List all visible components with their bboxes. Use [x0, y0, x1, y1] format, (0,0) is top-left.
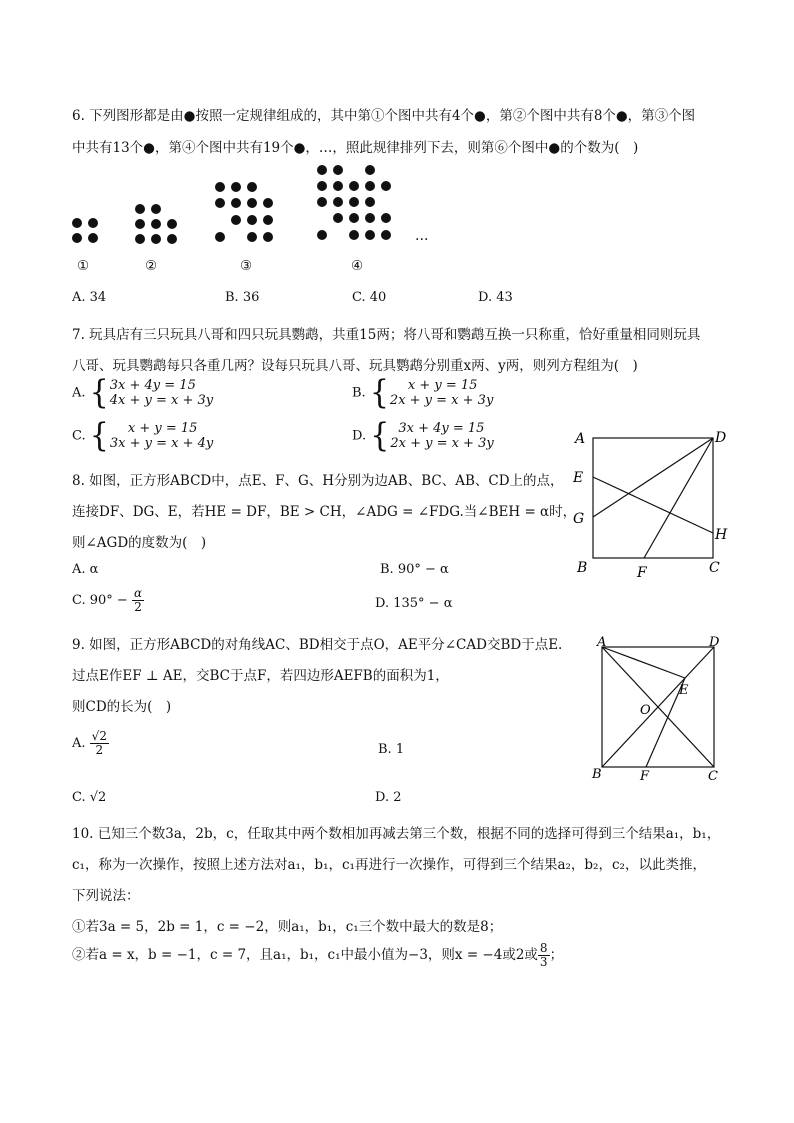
q8-option-d: D. 135° − α — [375, 596, 453, 611]
q6-label-1: ① — [77, 258, 90, 274]
q6-label-2: ② — [145, 258, 158, 274]
q8-label-h: H — [715, 527, 728, 543]
q8-figure — [565, 425, 735, 585]
q10-stem-line3: 下列说法： — [72, 888, 140, 904]
q6-option-b: B. 36 — [225, 290, 260, 305]
q9-label-c: C — [708, 769, 718, 784]
q9-figure — [585, 630, 735, 785]
q8-option-b: B. 90° − α — [380, 562, 449, 577]
q8-stem-line3: 则∠AGD的度数为( ) — [72, 535, 207, 551]
q8-label-d: D — [715, 430, 727, 446]
q9-label-b: B — [592, 767, 602, 782]
q8-stem-line2: 连接DF、DG、E，若HE = DF，BE > CH，∠ADG = ∠FDG.当∠BEH = α时， — [72, 504, 577, 520]
q7-option-a-eq2: 4x + y = x + 3y — [109, 393, 214, 408]
q10-statement-2-den: 3 — [539, 955, 548, 969]
q9-stem-line3: 则CD的长为( ) — [72, 699, 172, 715]
q8-option-c-prefix: C. 90° − — [72, 593, 128, 608]
q6-label-4: ④ — [351, 258, 364, 274]
q7-option-a-eq1: 3x + 4y = 15 — [109, 378, 196, 393]
q9-option-a-num: √2 — [91, 729, 107, 743]
q8-option-c — [72, 587, 144, 614]
q7-option-a-letter: A. — [72, 385, 86, 401]
q7-option-b: B. { x + y = 15 2x + y = x + 3y — [352, 373, 494, 412]
q7-option-d-letter: D. — [352, 428, 367, 444]
q7-option-d: D. { 3x + 4y = 15 2x + y = x + 3y — [352, 416, 494, 455]
q9-label-f: F — [640, 769, 650, 784]
q7-option-d-eq2: 2x + y = x + 3y — [390, 436, 494, 451]
q7-stem-line2: 八哥、玩具鹦鹉每只各重几两？设每只玩具八哥、玩具鹦鹉分别重x两、y两，则列方程组为( ) — [72, 358, 638, 374]
q10-statement-2 — [72, 942, 563, 969]
q7-option-d-eq1: 3x + 4y = 15 — [398, 421, 485, 436]
q8-label-g: G — [573, 511, 585, 527]
q10-statement-2-suffix: ； — [549, 947, 564, 963]
q7-option-b-eq1: x + y = 15 — [407, 378, 478, 393]
q6-ellipsis: … — [415, 228, 429, 244]
q8-stem-line1: 8. 如图，正方形ABCD中，点E、F、G、H分别为边AB、BC、AB、CD上的点， — [72, 473, 564, 489]
q6-figure-3 — [215, 182, 273, 242]
q6-option-c: C. 40 — [352, 290, 387, 305]
q7-stem-line1: 7. 玩具店有三只玩具八哥和四只玩具鹦鹉，共重15两；将八哥和鹦鹉互换一只称重，恰好重量相同则玩具 — [72, 327, 701, 343]
q8-label-b: B — [577, 560, 588, 576]
q9-label-d: D — [709, 635, 720, 650]
q7-option-c-eq1: x + y = 15 — [127, 421, 198, 436]
q8-label-c: C — [709, 560, 720, 576]
q6-stem-line1: 6. 下列图形都是由●按照一定规律组成的，其中第①个图中共有4个●，第②个图中共有8个●，第③个图 — [72, 108, 696, 124]
q7-option-a: A. { 3x + 4y = 15 4x + y = x + 3y — [72, 373, 214, 412]
q6-figure-2 — [135, 204, 177, 244]
q9-stem-line2: 过点E作EF ⊥ AE，交BC于点F，若四边形AEFB的面积为1， — [72, 668, 449, 684]
q9-option-a-den: 2 — [95, 743, 104, 757]
q10-statement-1: ①若3a = 5，2b = 1，c = −2，则a₁，b₁，c₁三个数中最大的数是8； — [72, 919, 503, 935]
q7-option-c-eq2: 3x + y = x + 4y — [109, 436, 214, 451]
q6-option-d: D. 43 — [478, 290, 513, 305]
q6-figure-4 — [317, 165, 391, 240]
q10-stem-line1: 10. 已知三个数3a，2b，c，任取其中两个数相加再减去第三个数，根据不同的选择可得到三个结果a₁，b₁， — [72, 826, 721, 842]
q9-option-b: B. 1 — [378, 742, 405, 757]
q6-option-a: A. 34 — [72, 290, 107, 305]
q6-stem-line2: 中共有13个●，第④个图中共有19个●，…，照此规律排列下去，则第⑥个图中●的个数为( ) — [72, 140, 639, 156]
q9-label-o: O — [640, 703, 651, 718]
q8-option-c-den: 2 — [134, 600, 142, 614]
q10-statement-2-text: ②若a = x，b = −1，c = 7，且a₁，b₁，c₁中最小值为−3，则x = −4或2或 — [72, 947, 538, 963]
q10-stem-line2: c₁，称为一次操作，按照上述方法对a₁，b₁，c₁再进行一次操作，可得到三个结果a₂，b₂，c₂，以此类推， — [72, 857, 706, 873]
q9-option-c: C. √2 — [72, 790, 107, 805]
q9-label-e: E — [679, 683, 689, 698]
q10-statement-2-num: 8 — [539, 941, 548, 955]
q8-label-a: A — [575, 431, 586, 447]
q8-label-f: F — [637, 565, 647, 581]
q9-option-a — [72, 730, 109, 757]
q7-option-c-letter: C. — [72, 428, 86, 444]
q7-option-b-letter: B. — [352, 385, 366, 401]
q8-option-a: A. α — [72, 562, 99, 577]
q7-option-b-eq2: 2x + y = x + 3y — [389, 393, 494, 408]
q9-stem-line1: 9. 如图，正方形ABCD的对角线AC、BD相交于点O，AE平分∠CAD交BD于点E. — [72, 637, 563, 653]
q6-dot-figures — [60, 160, 460, 280]
q6-label-3: ③ — [240, 258, 253, 274]
q9-option-a-prefix: A. — [72, 736, 86, 751]
q8-label-e: E — [573, 470, 584, 486]
q9-label-a: A — [597, 635, 607, 650]
q7-option-c: C. { x + y = 15 3x + y = x + 4y — [72, 416, 214, 455]
q6-figure-1 — [72, 218, 98, 243]
q8-option-c-num: α — [133, 586, 143, 600]
q9-option-d: D. 2 — [375, 790, 402, 805]
